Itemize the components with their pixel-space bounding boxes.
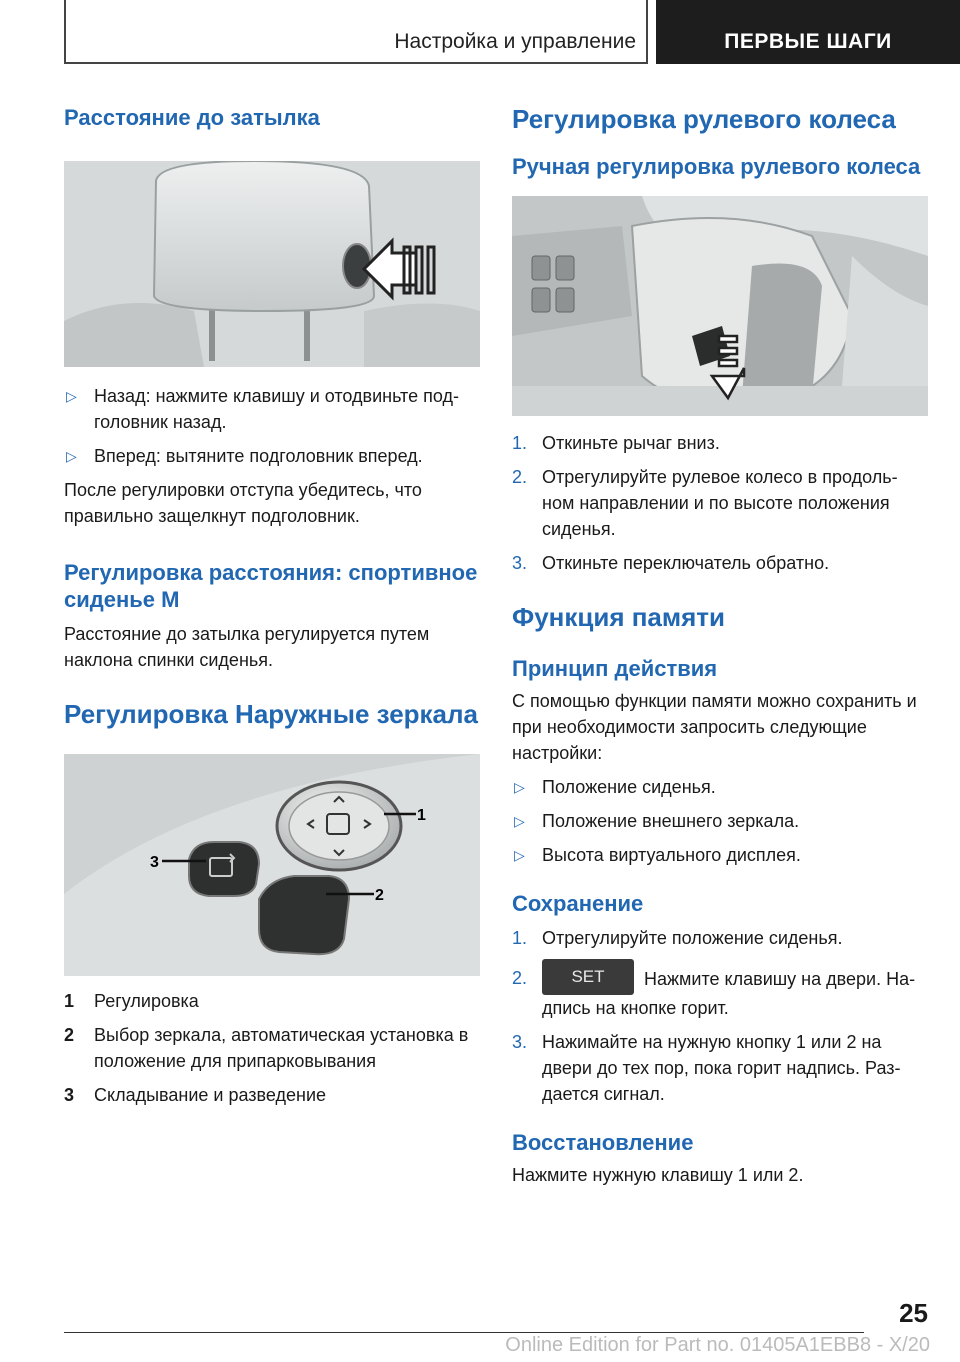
mirrors-title: Регулировка Наружные зеркала xyxy=(64,699,478,729)
header-chapter-tab: ПЕРВЫЕ ШАГИ xyxy=(656,0,960,64)
principle-title: Принцип действия xyxy=(512,656,718,681)
right-column xyxy=(512,96,928,1188)
mirror-legend-item: 3 Складывание и разведение xyxy=(64,1085,327,1105)
headrest-note: После регулировки отступа убедитесь, что правильно защелкнут подголовник. xyxy=(64,480,422,526)
headrest-image xyxy=(64,161,480,367)
callout-2: 2 xyxy=(375,887,384,904)
headrest-bullet: ▷ Вперед: вытяните подголовник вперед. xyxy=(66,446,423,466)
page-number: 25 xyxy=(899,1298,928,1328)
memory-bullet: ▷ Высота виртуального дисплея. xyxy=(514,845,801,865)
wheel-step: 1. Откиньте рычаг вниз. xyxy=(512,433,720,453)
header-section-title: Настройка и управление xyxy=(394,30,636,53)
save-step: 2. SET Нажмите клавишу на двери. На-дпись на кнопке горит. xyxy=(512,965,928,1021)
mirror-controls-image xyxy=(64,754,480,976)
memory-bullet: ▷ Положение внешнего зеркала. xyxy=(514,811,800,831)
principle-text: С помощью функции памяти можно сохранить и при необходимости запросить следующие настройки: xyxy=(512,691,917,763)
memory-bullet: ▷ Положение сиденья. xyxy=(514,777,716,797)
footer-rule xyxy=(64,1332,864,1333)
restore-title: Восстановление xyxy=(512,1130,694,1155)
callout-1: 1 xyxy=(417,807,426,824)
footer-edition: Online Edition for Part no. 01405A1EBB8 - X/20 xyxy=(505,1334,930,1356)
memory-title: Функция памяти xyxy=(512,602,726,632)
sport-seat-title: Регулировка расстояния: спортивное сиденье M xyxy=(64,560,478,612)
wheel-step: 2. Отрегулируйте рулевое колесо в продоль-ном направлении и по высоте положения сиденья. xyxy=(512,467,898,539)
headrest-bullet: ▷ Назад: нажмите клавишу и отодвиньте под-головник назад. xyxy=(66,386,459,432)
callout-3: 3 xyxy=(150,854,159,871)
mirror-legend-item: 2 Выбор зеркала, автоматическая установка в положение для припарковывания xyxy=(64,1025,469,1071)
wheel-subtitle: Ручная регулировка рулевого колеса xyxy=(512,154,921,179)
left-column xyxy=(64,96,480,1108)
save-step: 1. Отрегулируйте положение сиденья. xyxy=(512,928,843,948)
headrest-title: Расстояние до затылка xyxy=(64,105,320,130)
mirror-legend-item: 1 Регулировка xyxy=(64,991,199,1011)
sport-seat-text: Расстояние до затылка регулируется путем наклона спинки сиденья. xyxy=(64,624,430,670)
set-button-icon: SET xyxy=(542,959,634,995)
save-step: 3. Нажимайте на нужную кнопку 1 или 2 на двери до тех пор, пока горит надпись. Раз-дается сигнал. xyxy=(512,1032,901,1104)
wheel-title: Регулировка рулевого колеса xyxy=(512,104,896,134)
restore-text: Нажмите нужную клавишу 1 или 2. xyxy=(512,1165,804,1185)
steering-lever-image xyxy=(512,196,928,416)
save-title: Сохранение xyxy=(512,891,644,916)
wheel-step: 3. Откиньте переключатель обратно. xyxy=(512,553,830,573)
